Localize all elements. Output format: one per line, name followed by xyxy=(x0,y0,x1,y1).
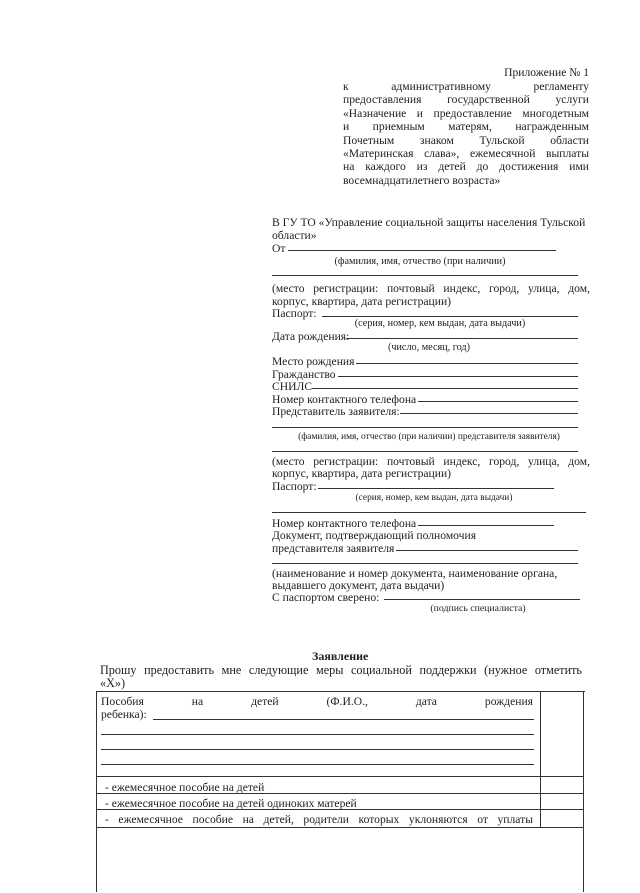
rep-document-caption-1: (наименование и номер документа, наименование органа, xyxy=(272,567,558,580)
table-border xyxy=(583,692,584,892)
phone-label: Номер контактного телефона xyxy=(272,393,417,406)
table-row-separator xyxy=(97,809,584,810)
addressee-line-1: В ГУ ТО «Управление социальной защиты населения Тульской xyxy=(272,216,586,229)
phone-field-line[interactable] xyxy=(418,401,578,402)
rep-registration-caption-2: корпус, квартира, дата регистрации) xyxy=(272,467,452,480)
table-row-separator xyxy=(97,776,584,777)
rep-registration-caption-1: (место регистрации: почтовый индекс, город, улица, дом, xyxy=(272,455,590,468)
rep-name-field-line[interactable] xyxy=(272,427,578,428)
from-field-line[interactable] xyxy=(288,250,556,251)
checked-caption: (подпись специалиста) xyxy=(430,603,526,614)
appendix-header xyxy=(343,66,589,187)
children-field-line[interactable] xyxy=(101,749,534,750)
statement-intro-1: Прошу предоставить мне следующие меры социальной поддержки (нужное отметить xyxy=(100,663,582,677)
rep-passport-caption: (серия, номер, кем выдан, дата выдачи) xyxy=(355,493,513,503)
passport-caption: (серия, номер, кем выдан, дата выдачи) xyxy=(354,318,526,329)
birthdate-field-line[interactable] xyxy=(346,338,578,339)
checked-label: С паспортом сверено: xyxy=(272,591,380,604)
appendix-line: на каждого из детей до достижения ими xyxy=(343,160,589,174)
appendix-line: «Назначение и предоставление многодетным xyxy=(343,106,589,120)
statement-title: Заявление xyxy=(312,649,369,663)
appendix-line: к административному регламенту xyxy=(343,80,589,93)
passport-field-line[interactable] xyxy=(322,316,578,317)
appendix-title: Приложение № 1 xyxy=(504,66,589,79)
citizenship-label: Гражданство xyxy=(272,368,336,381)
appendix-line: Почетным знаком Тульской области xyxy=(343,133,589,147)
rep-document-details-field-line[interactable] xyxy=(272,563,578,564)
table-row-separator xyxy=(97,827,584,828)
children-field-line[interactable] xyxy=(101,764,534,765)
birthplace-label: Место рождения xyxy=(272,355,355,368)
children-field-line[interactable] xyxy=(153,719,534,720)
rep-passport-label: Паспорт: xyxy=(272,480,317,493)
rep-extra-field-line[interactable] xyxy=(272,512,586,513)
rep-registration-field-line[interactable] xyxy=(272,451,578,452)
birthdate-caption: (число, месяц, год) xyxy=(387,342,471,353)
row-evading-parents-allowance: - ежемесячное пособие на детей, родители которых уклоняются от уплаты xyxy=(105,813,533,826)
rep-document-label-2: представителя заявителя xyxy=(272,542,395,555)
passport-label: Паспорт: xyxy=(272,307,317,320)
birthdate-label: Дата рождения: xyxy=(272,330,350,343)
children-field-line[interactable] xyxy=(101,734,534,735)
row-children-allowance-label-2: ребенка): xyxy=(101,708,147,721)
snils-label: СНИЛС xyxy=(272,380,313,393)
snils-field-line[interactable] xyxy=(312,388,578,389)
representative-field-line[interactable] xyxy=(400,413,578,414)
from-caption: (фамилия, имя, отчество (при наличии) xyxy=(334,256,506,267)
table-divider xyxy=(540,692,541,827)
from-label: От xyxy=(272,242,286,255)
representative-label: Представитель заявителя: xyxy=(272,405,400,418)
citizenship-field-line[interactable] xyxy=(338,376,578,377)
benefits-table xyxy=(96,691,585,892)
appendix-line: предоставления государственной услуги xyxy=(343,93,589,107)
registration-caption-2: корпус, квартира, дата регистрации) xyxy=(272,295,452,308)
row-single-mothers-allowance: - ежемесячное пособие на детей одиноких матерей xyxy=(105,797,357,810)
appendix-line: восемнадцатилетнего возраста» xyxy=(343,173,501,187)
table-row-separator xyxy=(97,793,584,794)
registration-caption-1: (место регистрации: почтовый индекс, город, улица, дом, xyxy=(272,282,590,295)
checked-signature-line[interactable] xyxy=(384,599,580,600)
rep-phone-label: Номер контактного телефона xyxy=(272,517,417,530)
addressee-line-2: области» xyxy=(272,229,317,242)
appendix-line: «Материнская слава», ежемесячной выплаты xyxy=(343,147,589,161)
rep-document-label-1: Документ, подтверждающий полномочия xyxy=(272,529,477,542)
row-children-allowance-label-1: Пособия на детей (Ф.И.О., дата рождения xyxy=(101,695,533,708)
registration-field-line[interactable] xyxy=(272,275,578,276)
statement-intro-2: «Х») xyxy=(100,676,126,690)
birthplace-field-line[interactable] xyxy=(356,363,578,364)
rep-passport-field-line[interactable] xyxy=(318,488,554,489)
rep-phone-field-line[interactable] xyxy=(418,525,554,526)
rep-name-caption: (фамилия, имя, отчество (при наличии) представителя заявителя) xyxy=(298,432,560,442)
row-monthly-allowance: - ежемесячное пособие на детей xyxy=(105,781,265,794)
appendix-line: и приемным матерям, награжденным xyxy=(343,120,589,134)
rep-document-caption-2: выдавшего документ, дата выдачи) xyxy=(272,579,445,592)
rep-document-field-line[interactable] xyxy=(396,550,578,551)
